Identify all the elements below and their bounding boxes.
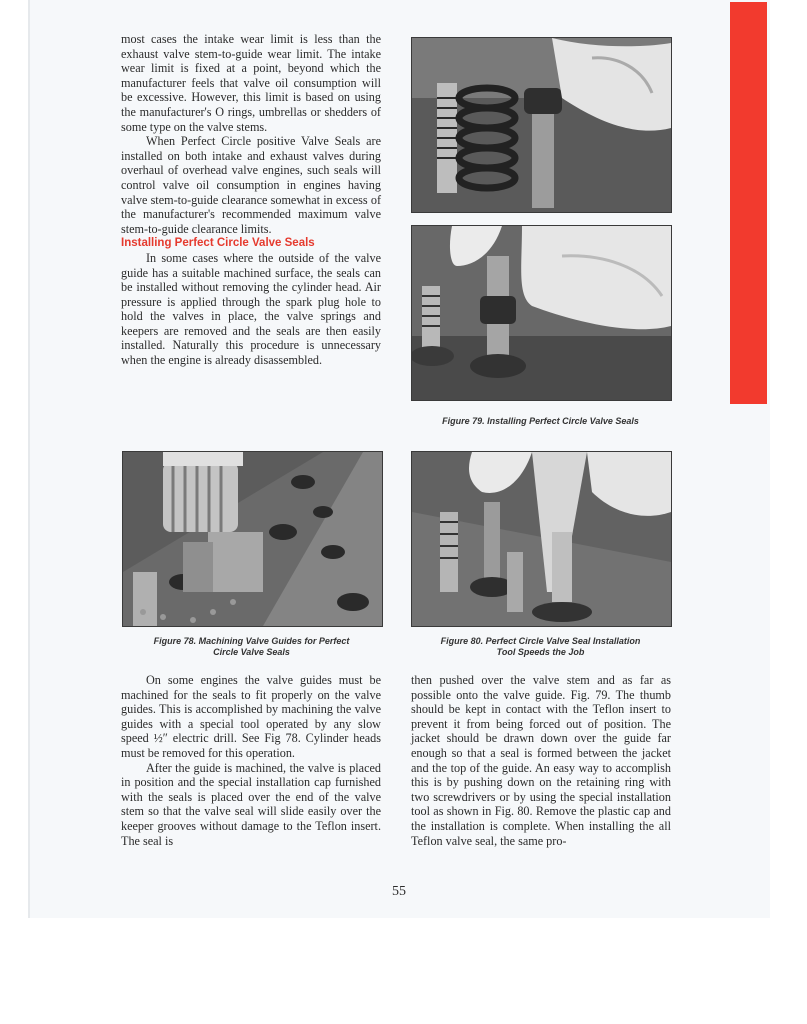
paragraph: On some engines the valve guides must be machined for the seals to fit properly on the valve guides. This is accomplished by machining the valve guides with a special tool operated by any slow speed ½″ electric drill. See Fig 78. Cylinder heads must be removed for this operation.	[121, 673, 381, 760]
section-heading: Installing Perfect Circle Valve Seals	[121, 237, 315, 250]
paragraph: When Perfect Circle positive Valve Seals are installed on both intake and exhaust valves during overhaul of overhead valve engines, such seals will control valve oil consumption in engines having valve stem-to-guide clearance somewhat in excess of the manufacturer's recommended maximum valve stem-to-guide clearance limits.	[121, 134, 381, 236]
paragraph: then pushed over the valve stem and as far as possible onto the valve guide. Fig. 79. The thumb should be kept in contact with the Teflon insert to prevent it from being forced out of position. The jacket should be drawn down over the guide far enough so that a seal is formed between the jacket and the top of the guide. An easy way to accomplish this is by pushing down on the retaining ring with two screwdrivers or by using the special installation tool as shown in Fig. 80. Remove the plastic cap and the installation is complete. When installing the all Teflon valve seal, the same pro-	[411, 673, 671, 848]
left-column-bottom	[121, 673, 381, 848]
left-column-top	[121, 32, 381, 368]
photo-installation-tool	[411, 451, 672, 627]
photo-machining-guides	[122, 451, 383, 627]
right-column-bottom	[411, 673, 671, 848]
caption-figure-78: Figure 78. Machining Valve Guides for Perfect Circle Valve Seals	[153, 636, 350, 657]
caption-figure-79: Figure 79. Installing Perfect Circle Valve Seals	[442, 416, 639, 426]
red-edge-tab	[730, 2, 767, 404]
paragraph: most cases the intake wear limit is less than the exhaust valve stem-to-guide wear limit. The intake wear limit is fixed at a point, beyond which the manufacturer feels that valve oil consumption will be excessive. However, this limit is based on using the manufacturer's O rings, umbrellas or shedders of some type on the valve stems.	[121, 32, 381, 134]
paragraph: In some cases where the outside of the valve guide has a suitable machined surface, the seals can be installed without removing the cylinder head. Air pressure is applied through the spark plug hole to hold the valves in place, the valve springs and keepers are removed and the seals are then easily installed. Naturally this procedure is unnecessary when the engine is already disassembled.	[121, 250, 381, 368]
photo-installing-seal	[411, 225, 672, 401]
paragraph: After the guide is machined, the valve is placed in position and the special installation cap furnished with the seals is placed over the end of the valve stem so that the valve seal will slide easily over the keeper grooves without damage to the Teflon insert. The seal is	[121, 760, 381, 848]
photo-valve-spring	[411, 37, 672, 213]
caption-figure-80: Figure 80. Perfect Circle Valve Seal Installation Tool Speeds the Job	[440, 636, 641, 657]
page-number: 55	[392, 884, 406, 899]
